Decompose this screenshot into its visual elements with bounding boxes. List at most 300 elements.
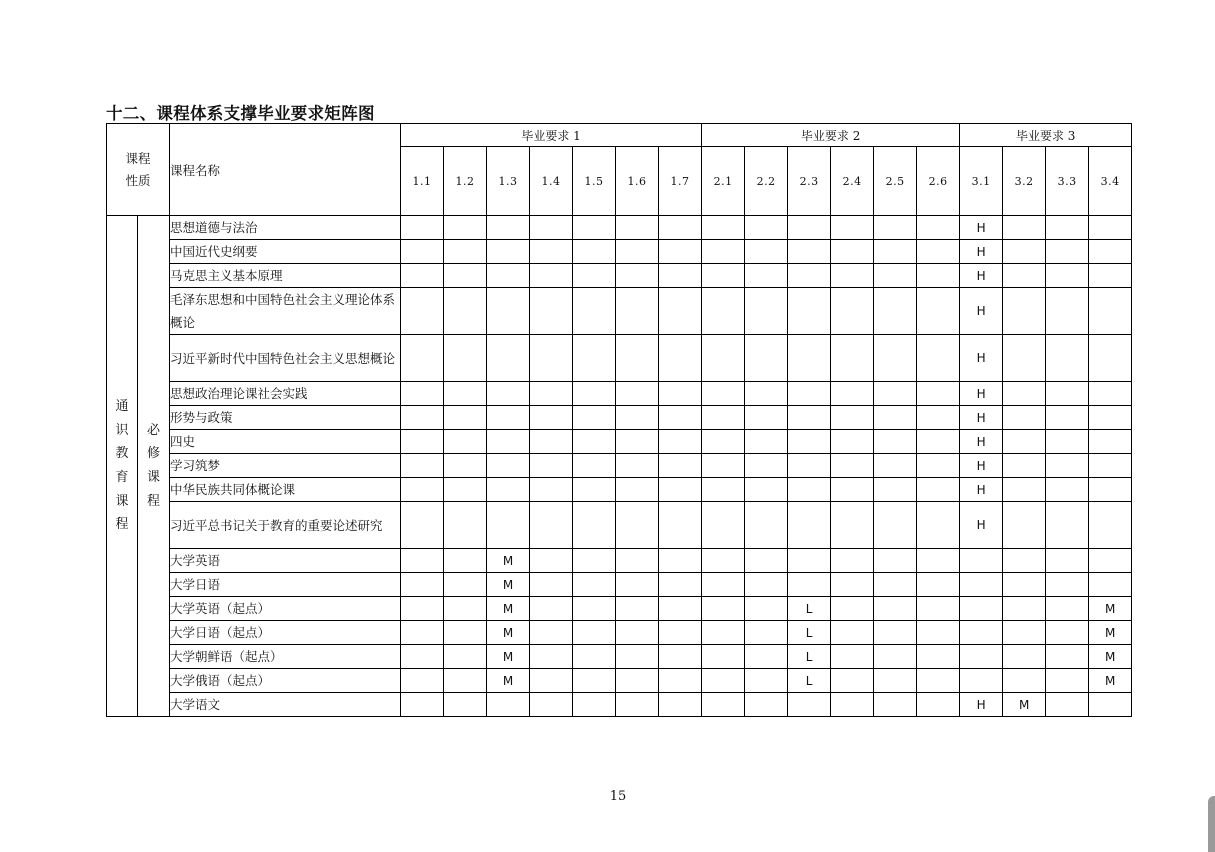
scroll-edge-indicator — [1208, 796, 1215, 852]
support-level-cell — [1003, 597, 1046, 621]
support-level-cell — [659, 240, 702, 264]
support-level-cell — [702, 288, 745, 335]
support-level-cell — [616, 693, 659, 717]
support-level-cell — [401, 240, 444, 264]
support-level-cell — [745, 502, 788, 549]
header-course-name: 课程名称 — [170, 124, 401, 216]
table-row — [107, 264, 1132, 288]
support-level-cell: M — [1003, 693, 1046, 717]
support-level-cell — [745, 621, 788, 645]
course-name-cell: 大学日语（起点） — [170, 621, 401, 645]
support-level-cell — [917, 693, 960, 717]
table-row — [107, 288, 1132, 335]
support-level-cell — [917, 454, 960, 478]
support-level-cell — [745, 240, 788, 264]
support-level-cell — [1003, 454, 1046, 478]
support-level-cell — [788, 573, 831, 597]
course-name-cell: 马克思主义基本原理 — [170, 264, 401, 288]
support-level-cell — [1046, 335, 1089, 382]
support-level-cell — [616, 597, 659, 621]
support-level-cell — [917, 502, 960, 549]
support-level-cell — [1089, 382, 1132, 406]
support-level-cell — [1003, 669, 1046, 693]
support-level-cell — [1046, 430, 1089, 454]
support-level-cell — [702, 549, 745, 573]
support-level-cell — [831, 693, 874, 717]
support-level-cell — [745, 264, 788, 288]
course-name-cell: 中华民族共同体概论课 — [170, 478, 401, 502]
support-level-cell: H — [960, 406, 1003, 430]
support-level-cell — [616, 478, 659, 502]
support-level-cell — [874, 335, 917, 382]
support-level-cell — [1046, 288, 1089, 335]
support-level-cell — [616, 288, 659, 335]
support-level-cell — [1089, 240, 1132, 264]
support-level-cell — [616, 406, 659, 430]
support-level-cell — [401, 430, 444, 454]
header-requirement-code: 2.2 — [745, 147, 788, 216]
support-level-cell — [1046, 382, 1089, 406]
support-level-cell — [530, 406, 573, 430]
support-level-cell — [788, 288, 831, 335]
support-level-cell — [401, 502, 444, 549]
support-level-cell — [702, 621, 745, 645]
support-level-cell — [444, 597, 487, 621]
support-level-cell — [530, 573, 573, 597]
support-level-cell — [874, 264, 917, 288]
support-level-cell — [702, 430, 745, 454]
support-level-cell — [960, 645, 1003, 669]
support-level-cell — [917, 288, 960, 335]
course-type-char: 教 — [115, 446, 129, 462]
support-level-cell — [659, 335, 702, 382]
support-level-cell — [530, 597, 573, 621]
support-level-cell — [530, 549, 573, 573]
header-requirement-code: 1.4 — [530, 147, 573, 216]
support-level-cell — [659, 454, 702, 478]
course-type-char: 通 — [115, 399, 129, 415]
table-row — [107, 335, 1132, 382]
support-level-cell — [530, 645, 573, 669]
support-level-cell — [1003, 335, 1046, 382]
header-requirement-code: 3.3 — [1046, 147, 1089, 216]
support-level-cell — [444, 454, 487, 478]
support-level-cell — [831, 454, 874, 478]
table-row — [107, 216, 1132, 240]
support-level-cell — [702, 573, 745, 597]
support-level-cell — [1003, 573, 1046, 597]
support-level-cell — [573, 478, 616, 502]
support-level-cell — [745, 406, 788, 430]
support-level-cell — [530, 430, 573, 454]
support-level-cell — [616, 240, 659, 264]
support-level-cell — [745, 216, 788, 240]
support-level-cell — [917, 216, 960, 240]
support-level-cell — [401, 335, 444, 382]
support-level-cell — [487, 406, 530, 430]
support-level-cell — [917, 264, 960, 288]
support-level-cell — [874, 454, 917, 478]
support-level-cell — [831, 478, 874, 502]
support-level-cell — [573, 240, 616, 264]
course-subtype-char: 程 — [147, 493, 161, 509]
support-level-cell — [573, 288, 616, 335]
support-level-cell — [831, 430, 874, 454]
table-row — [107, 454, 1132, 478]
support-level-cell — [788, 454, 831, 478]
support-level-cell — [917, 240, 960, 264]
support-level-cell — [616, 621, 659, 645]
support-level-cell — [745, 597, 788, 621]
header-course-nature-line2: 性质 — [125, 172, 151, 188]
support-level-cell — [573, 216, 616, 240]
header-requirement-code: 1.1 — [401, 147, 444, 216]
support-level-cell: M — [487, 669, 530, 693]
support-level-cell — [616, 454, 659, 478]
support-level-cell — [831, 335, 874, 382]
support-level-cell — [745, 669, 788, 693]
support-level-cell — [745, 288, 788, 335]
support-level-cell — [1003, 240, 1046, 264]
support-level-cell — [659, 216, 702, 240]
support-level-cell — [401, 288, 444, 335]
course-name-cell: 习近平新时代中国特色社会主义思想概论 — [170, 335, 401, 382]
table-row — [107, 645, 1132, 669]
support-level-cell — [444, 669, 487, 693]
support-level-cell — [702, 406, 745, 430]
support-level-cell — [530, 335, 573, 382]
support-level-cell — [788, 382, 831, 406]
support-level-cell — [401, 406, 444, 430]
support-level-cell — [1046, 264, 1089, 288]
support-level-cell — [401, 549, 444, 573]
support-level-cell — [659, 693, 702, 717]
support-level-cell — [917, 669, 960, 693]
support-level-cell — [874, 382, 917, 406]
support-level-cell — [616, 669, 659, 693]
support-level-cell — [1089, 549, 1132, 573]
support-level-cell — [702, 669, 745, 693]
table-row — [107, 573, 1132, 597]
support-level-cell — [1003, 645, 1046, 669]
header-requirement-code: 1.5 — [573, 147, 616, 216]
support-level-cell — [1003, 502, 1046, 549]
course-name-cell: 思想道德与法治 — [170, 216, 401, 240]
support-level-cell: H — [960, 430, 1003, 454]
support-level-cell — [960, 621, 1003, 645]
support-level-cell — [874, 240, 917, 264]
course-subtype-char: 必 — [147, 422, 161, 438]
support-level-cell: L — [788, 621, 831, 645]
support-level-cell — [960, 669, 1003, 693]
support-level-cell — [917, 382, 960, 406]
support-level-cell — [530, 502, 573, 549]
support-level-cell — [874, 502, 917, 549]
header-requirement-code: 1.6 — [616, 147, 659, 216]
support-level-cell — [659, 406, 702, 430]
support-level-cell — [659, 382, 702, 406]
support-level-cell — [1003, 216, 1046, 240]
support-level-cell: L — [788, 597, 831, 621]
course-name-cell: 学习筑梦 — [170, 454, 401, 478]
support-level-cell — [1003, 621, 1046, 645]
support-level-cell — [487, 502, 530, 549]
course-name-cell: 大学英语（起点） — [170, 597, 401, 621]
support-level-cell: M — [1089, 621, 1132, 645]
support-level-cell — [874, 288, 917, 335]
support-level-cell — [702, 597, 745, 621]
table-row — [107, 502, 1132, 549]
support-level-cell — [788, 216, 831, 240]
support-level-cell: M — [487, 549, 530, 573]
support-level-cell — [831, 573, 874, 597]
support-level-cell — [831, 240, 874, 264]
support-level-cell — [788, 430, 831, 454]
support-level-cell — [745, 549, 788, 573]
support-level-cell — [874, 621, 917, 645]
support-level-cell: M — [1089, 645, 1132, 669]
support-level-cell — [1089, 430, 1132, 454]
support-level-cell — [831, 621, 874, 645]
support-level-cell — [530, 454, 573, 478]
header-course-nature — [107, 124, 170, 216]
support-level-cell — [616, 382, 659, 406]
support-level-cell — [788, 478, 831, 502]
support-level-cell — [1089, 406, 1132, 430]
course-subtype-char: 课 — [147, 470, 161, 485]
support-level-cell — [444, 645, 487, 669]
support-level-cell — [530, 669, 573, 693]
support-level-cell — [960, 573, 1003, 597]
support-level-cell — [444, 430, 487, 454]
support-level-cell: M — [1089, 669, 1132, 693]
support-level-cell — [616, 502, 659, 549]
support-level-cell — [1003, 430, 1046, 454]
table-row — [107, 597, 1132, 621]
table-row — [107, 549, 1132, 573]
support-level-cell — [831, 549, 874, 573]
table-row — [107, 621, 1132, 645]
support-level-cell — [745, 478, 788, 502]
header-requirement-code: 1.3 — [487, 147, 530, 216]
support-level-cell — [616, 549, 659, 573]
support-level-cell — [702, 335, 745, 382]
header-requirement-code: 2.5 — [874, 147, 917, 216]
course-type-char: 育 — [115, 470, 129, 485]
support-level-cell — [1003, 478, 1046, 502]
support-level-cell — [487, 454, 530, 478]
table-row — [107, 478, 1132, 502]
support-level-cell — [659, 597, 702, 621]
support-level-cell — [616, 573, 659, 597]
support-level-cell — [1046, 573, 1089, 597]
support-level-cell — [444, 502, 487, 549]
header-requirement-code: 3.4 — [1089, 147, 1132, 216]
support-level-cell: H — [960, 240, 1003, 264]
support-level-cell — [831, 288, 874, 335]
table-row — [107, 406, 1132, 430]
support-level-cell — [401, 216, 444, 240]
support-level-cell — [444, 240, 487, 264]
support-level-cell — [831, 502, 874, 549]
support-level-cell — [917, 549, 960, 573]
course-type-char: 识 — [115, 422, 129, 438]
support-level-cell: M — [487, 573, 530, 597]
support-level-cell — [788, 502, 831, 549]
support-matrix-table — [106, 123, 1132, 717]
support-level-cell — [874, 430, 917, 454]
support-level-cell — [444, 216, 487, 240]
support-level-cell — [1089, 693, 1132, 717]
support-level-cell — [788, 406, 831, 430]
support-level-cell: L — [788, 645, 831, 669]
course-type-char: 程 — [115, 517, 129, 533]
support-level-cell — [1089, 335, 1132, 382]
support-level-cell — [745, 430, 788, 454]
support-level-cell — [1046, 454, 1089, 478]
support-level-cell: H — [960, 382, 1003, 406]
course-name-cell: 大学朝鲜语（起点） — [170, 645, 401, 669]
support-level-cell — [573, 454, 616, 478]
support-level-cell — [1089, 454, 1132, 478]
support-level-cell — [874, 573, 917, 597]
support-level-cell — [401, 573, 444, 597]
support-level-cell — [616, 645, 659, 669]
matrix-body — [107, 124, 1132, 717]
support-level-cell — [487, 240, 530, 264]
support-level-cell — [444, 478, 487, 502]
support-level-cell — [874, 549, 917, 573]
course-name-cell: 形势与政策 — [170, 406, 401, 430]
support-level-cell — [1046, 549, 1089, 573]
support-level-cell — [444, 406, 487, 430]
support-level-cell — [530, 693, 573, 717]
support-level-cell — [616, 216, 659, 240]
support-level-cell — [702, 240, 745, 264]
support-level-cell — [917, 573, 960, 597]
support-level-cell — [401, 669, 444, 693]
support-level-cell: L — [788, 669, 831, 693]
support-level-cell: H — [960, 288, 1003, 335]
support-level-cell — [530, 621, 573, 645]
support-level-cell — [401, 597, 444, 621]
course-name-cell: 四史 — [170, 430, 401, 454]
support-level-cell — [659, 288, 702, 335]
header-requirement-code: 2.3 — [788, 147, 831, 216]
course-subtype-cell — [138, 216, 170, 717]
course-name-cell: 思想政治理论课社会实践 — [170, 382, 401, 406]
support-level-cell — [573, 430, 616, 454]
header-requirement-code: 3.2 — [1003, 147, 1046, 216]
support-level-cell — [831, 645, 874, 669]
support-level-cell — [573, 382, 616, 406]
support-level-cell — [401, 264, 444, 288]
support-level-cell — [1046, 406, 1089, 430]
support-level-cell — [788, 549, 831, 573]
support-level-cell — [745, 693, 788, 717]
header-requirement-code: 1.7 — [659, 147, 702, 216]
support-level-cell — [530, 478, 573, 502]
support-level-cell — [401, 382, 444, 406]
header-requirement-code: 2.1 — [702, 147, 745, 216]
support-level-cell — [444, 573, 487, 597]
support-level-cell — [573, 597, 616, 621]
support-level-cell — [444, 693, 487, 717]
support-level-cell — [616, 264, 659, 288]
support-level-cell — [1003, 406, 1046, 430]
support-level-cell — [745, 335, 788, 382]
support-level-cell — [444, 335, 487, 382]
support-level-cell — [659, 549, 702, 573]
course-type-cell — [107, 216, 138, 717]
support-level-cell: M — [1089, 597, 1132, 621]
table-row — [107, 382, 1132, 406]
support-level-cell: H — [960, 264, 1003, 288]
support-level-cell — [487, 288, 530, 335]
support-level-cell — [616, 430, 659, 454]
course-name-cell: 大学语文 — [170, 693, 401, 717]
support-level-cell — [659, 502, 702, 549]
support-level-cell — [1003, 382, 1046, 406]
support-level-cell — [702, 478, 745, 502]
support-level-cell — [444, 288, 487, 335]
support-level-cell — [788, 264, 831, 288]
support-level-cell: H — [960, 502, 1003, 549]
support-level-cell — [444, 549, 487, 573]
support-level-cell — [530, 240, 573, 264]
support-level-cell — [1089, 264, 1132, 288]
support-level-cell — [659, 669, 702, 693]
support-level-cell: H — [960, 478, 1003, 502]
header-row-groups — [107, 124, 1132, 147]
support-level-cell — [917, 406, 960, 430]
support-level-cell — [831, 264, 874, 288]
support-level-cell: H — [960, 216, 1003, 240]
support-level-cell — [788, 693, 831, 717]
support-level-cell — [745, 454, 788, 478]
support-level-cell — [1046, 621, 1089, 645]
support-level-cell — [659, 573, 702, 597]
support-level-cell — [1046, 240, 1089, 264]
support-level-cell — [831, 382, 874, 406]
course-subtype-char: 修 — [147, 446, 161, 462]
support-level-cell — [1046, 502, 1089, 549]
support-level-cell — [1089, 478, 1132, 502]
support-level-cell — [487, 335, 530, 382]
support-level-cell — [573, 406, 616, 430]
support-level-cell — [573, 335, 616, 382]
support-level-cell — [831, 669, 874, 693]
support-level-cell — [487, 216, 530, 240]
support-level-cell — [573, 502, 616, 549]
course-name-cell: 大学日语 — [170, 573, 401, 597]
support-level-cell — [702, 382, 745, 406]
support-level-cell — [1046, 693, 1089, 717]
support-level-cell — [530, 382, 573, 406]
support-level-cell — [874, 645, 917, 669]
support-level-cell — [487, 478, 530, 502]
course-name-cell: 大学英语 — [170, 549, 401, 573]
support-level-cell — [960, 597, 1003, 621]
support-level-cell — [1003, 288, 1046, 335]
table-row — [107, 693, 1132, 717]
support-level-cell — [1089, 573, 1132, 597]
page-number: 15 — [609, 789, 627, 804]
support-level-cell — [1089, 288, 1132, 335]
support-level-cell — [659, 264, 702, 288]
support-level-cell: H — [960, 693, 1003, 717]
support-level-cell — [1089, 216, 1132, 240]
